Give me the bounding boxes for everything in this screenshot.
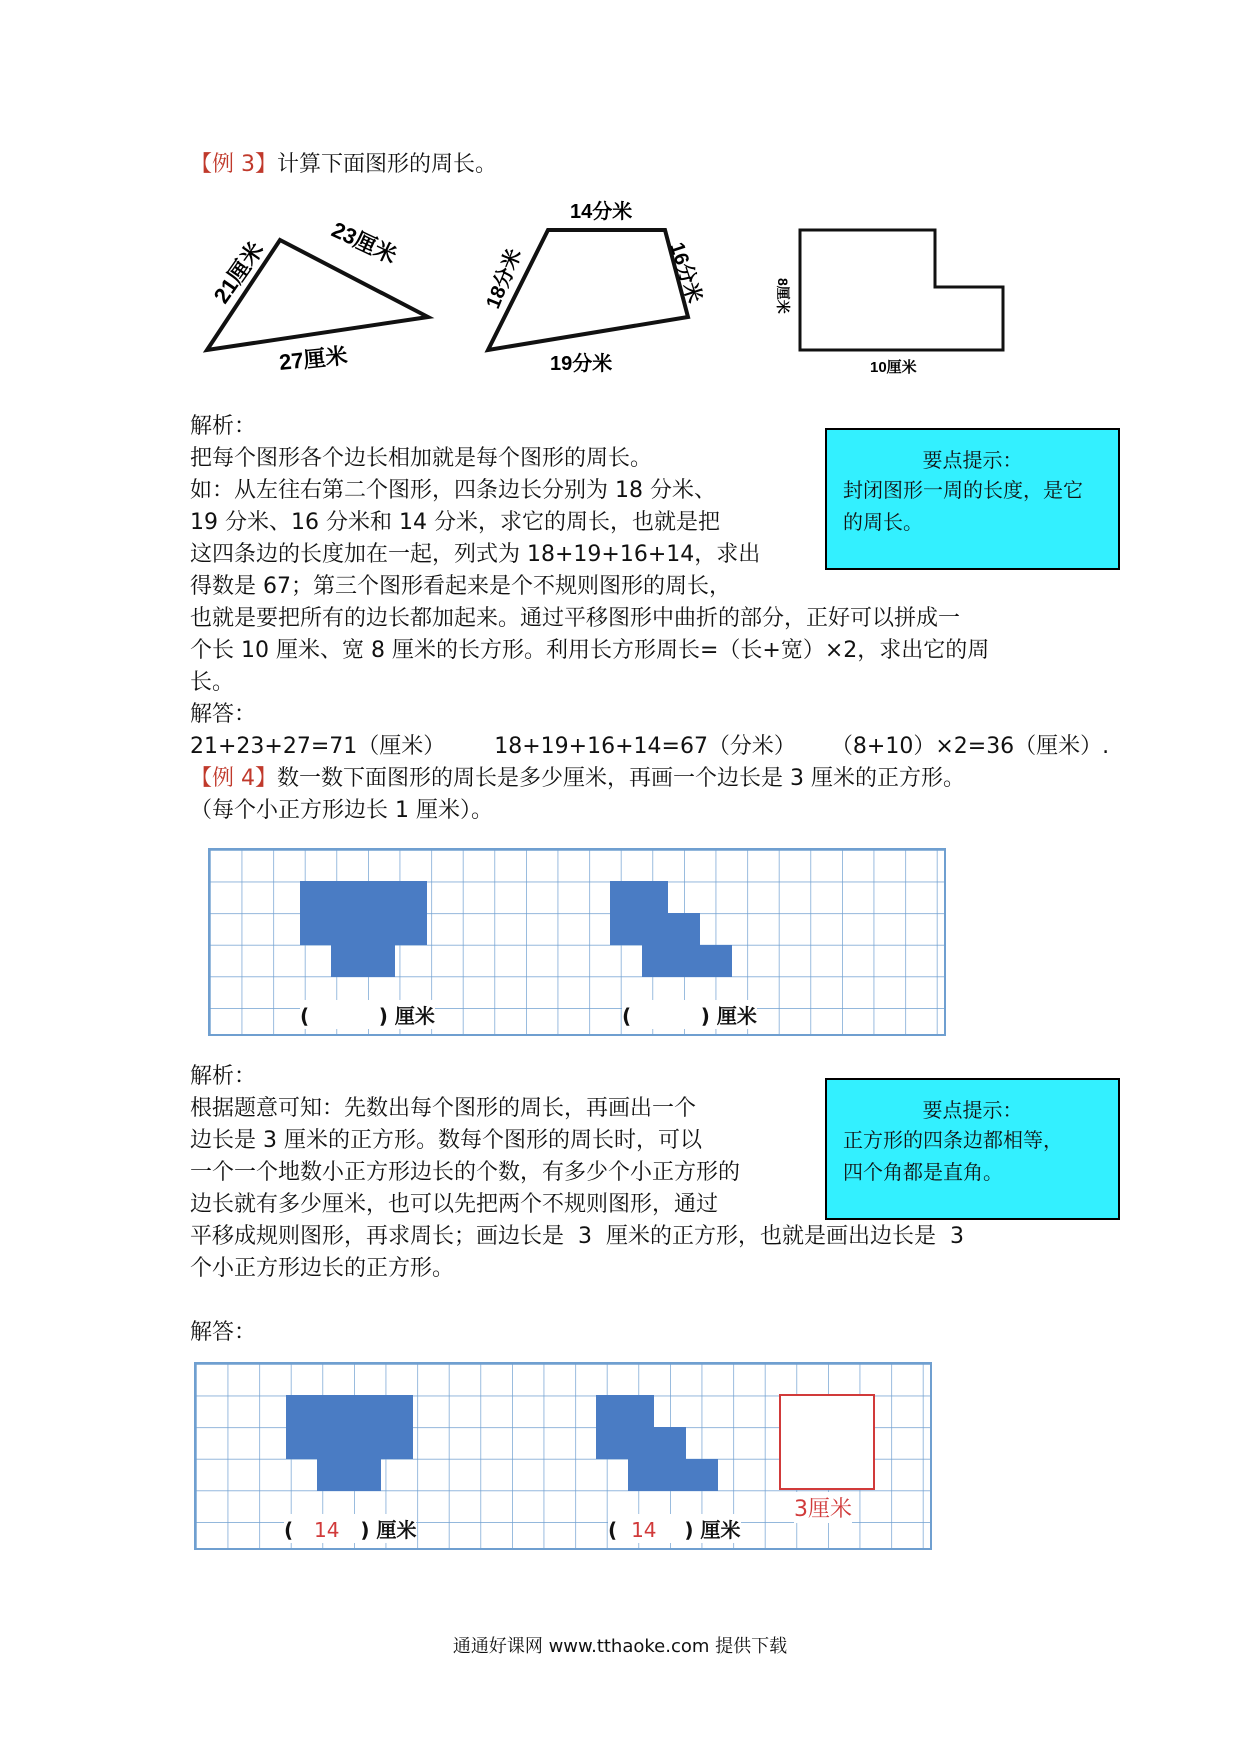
example4-answer-label: 解答： bbox=[190, 1320, 257, 1345]
example3-analysis-line: 也就是要把所有的边长都加起来。通过平移图形中曲折的部分，正好可以拼成一 bbox=[190, 606, 961, 631]
example4-analysis-line: 边长就有多少厘米，也可以先把两个不规则图形，通过 bbox=[190, 1192, 719, 1217]
lshape-height: 8厘米 bbox=[775, 278, 791, 314]
example4-tip-box bbox=[825, 1078, 1120, 1220]
blank-caption-b: ( ) 厘米 bbox=[622, 1000, 757, 1029]
triangle-side-b: 23厘米 bbox=[327, 216, 401, 269]
example4-analysis-line: 个小正方形边长的正方形。 bbox=[190, 1256, 455, 1281]
tip-title: 要点提示： bbox=[922, 448, 1023, 472]
example3-tag: 【例 3】 bbox=[190, 152, 277, 177]
example4-analysis-label: 解析： bbox=[190, 1064, 257, 1089]
trapezoid-top: 14分米 bbox=[570, 201, 633, 223]
example3-analysis-line: 长。 bbox=[190, 670, 235, 695]
example3-analysis-line: 得数是 67；第三个图形看起来是个不规则图形的周长， bbox=[190, 574, 731, 599]
square-side-label: 3厘米 bbox=[794, 1492, 852, 1523]
example4-grid-question bbox=[208, 848, 946, 1036]
example4-analysis-line: 一个一个地数小正方形边长的个数，有多少个小正方形的 bbox=[190, 1160, 741, 1185]
example4-question-line2: （每个小正方形边长 1 厘米）。 bbox=[190, 798, 493, 823]
example4-analysis-line: 根据题意可知：先数出每个图形的周长，再画出一个 bbox=[190, 1096, 697, 1121]
triangle-side-a: 21厘米 bbox=[208, 237, 269, 308]
example3-analysis-line: 把每个图形各个边长相加就是每个图形的周长。 bbox=[190, 446, 653, 471]
example3-analysis-line: 19 分米、16 分米和 14 分米，求它的周长，也就是把 bbox=[190, 510, 720, 535]
trapezoid-left: 18分米 bbox=[482, 245, 526, 312]
answer-caption-b: ( 14 ) 厘米 bbox=[608, 1514, 741, 1543]
tip-title: 要点提示： bbox=[922, 1098, 1023, 1122]
example3-analysis-label: 解析： bbox=[190, 414, 257, 439]
example4-analysis-line: 平移成规则图形，再求周长；画边长是 3 厘米的正方形，也就是画出边长是 3 bbox=[190, 1224, 964, 1249]
trapezoid-bottom: 19分米 bbox=[550, 353, 613, 375]
example3-heading bbox=[190, 150, 497, 180]
drawn-square bbox=[780, 1395, 874, 1489]
tip-text: 封闭图形一周的长度，是它 的周长。 bbox=[843, 478, 1083, 534]
example3-analysis-line: 这四条边的长度加在一起，列式为 18+19+16+14，求出 bbox=[190, 542, 761, 567]
answer-caption-a: ( 14 ) 厘米 bbox=[284, 1514, 416, 1543]
example3-tip-box bbox=[825, 428, 1120, 570]
tip-text: 正方形的四条边都相等， 四个角都是直角。 bbox=[843, 1128, 1063, 1184]
lshape-width: 10厘米 bbox=[870, 359, 917, 376]
example4-analysis-line: 边长是 3 厘米的正方形。数每个图形的周长时，可以 bbox=[190, 1128, 702, 1153]
example4-question: 数一数下面图形的周长是多少厘米，再画一个边长是 3 厘米的正方形。 bbox=[277, 766, 965, 791]
blank-caption-a: ( ) 厘米 bbox=[300, 1000, 435, 1029]
triangle-side-c: 27厘米 bbox=[277, 342, 349, 375]
example3-question: 计算下面图形的周长。 bbox=[277, 152, 498, 177]
example3-figures bbox=[180, 190, 1040, 390]
footer: 通通好课网 www.tthaoke.com 提供下载 bbox=[452, 1636, 788, 1657]
trapezoid-shape bbox=[488, 230, 688, 350]
example3-analysis-line: 个长 10 厘米、宽 8 厘米的长方形。利用长方形周长=（长+宽）×2，求出它的周 bbox=[190, 638, 990, 663]
example4-heading bbox=[190, 764, 965, 794]
example3-analysis-line: 如：从左往右第二个图形，四条边长分别为 18 分米、 bbox=[190, 478, 716, 503]
lshape-shape bbox=[800, 230, 1003, 350]
example4-grid-answer bbox=[194, 1362, 932, 1550]
example4-tag: 【例 4】 bbox=[190, 766, 277, 791]
example3-answer-line: 21+23+27=71（厘米） 18+19+16+14=67（分米） （8+10）×2=36（厘米）. bbox=[190, 734, 1110, 759]
example3-answer-label: 解答： bbox=[190, 702, 257, 727]
trapezoid-right: 16分米 bbox=[665, 239, 706, 306]
